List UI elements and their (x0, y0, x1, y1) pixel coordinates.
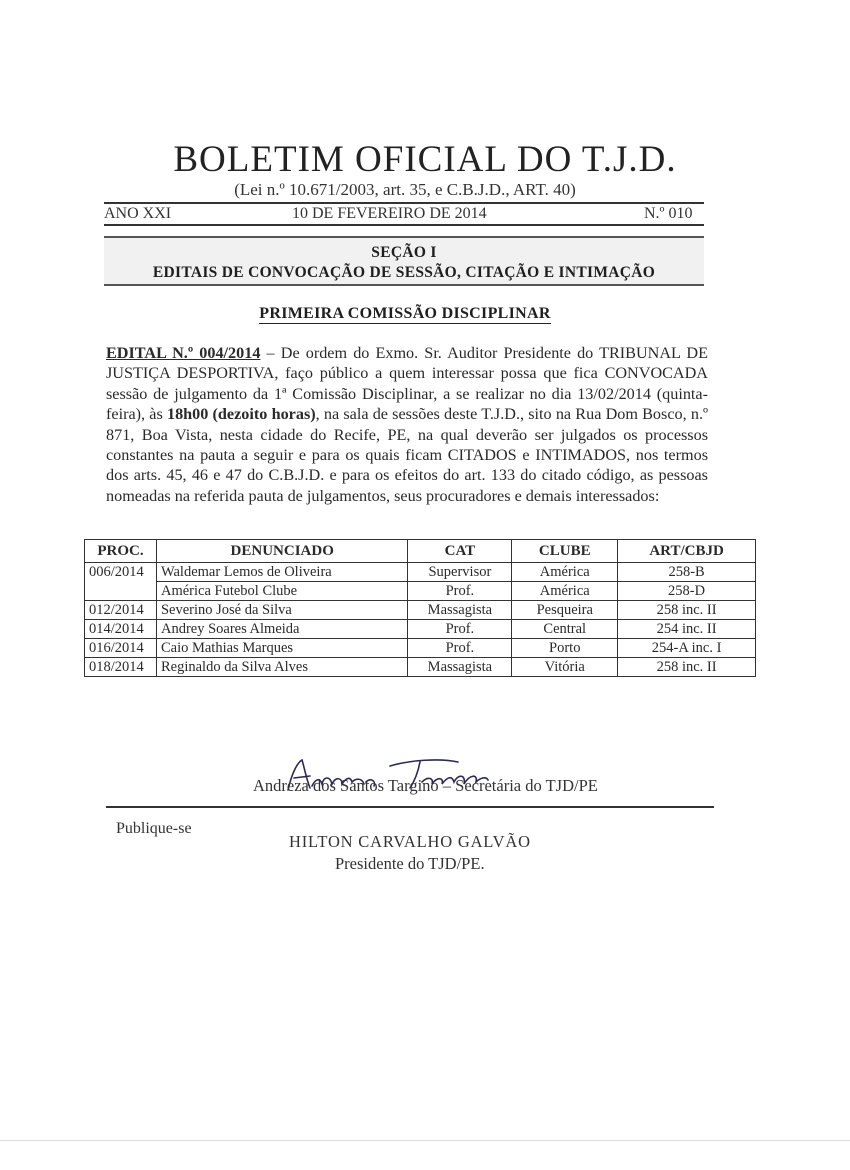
cell-clube: Porto (512, 639, 618, 658)
cell-cat: Prof. (408, 620, 512, 639)
divider-issue (104, 224, 704, 226)
divider-top (104, 202, 704, 204)
cell-art: 258 inc. II (618, 601, 756, 620)
table-row (85, 620, 756, 639)
cell-denunciado: Andrey Soares Almeida (156, 620, 407, 639)
cell-clube: Central (512, 620, 618, 639)
cell-art: 258 inc. II (618, 658, 756, 677)
table-row (85, 658, 756, 677)
col-header-denunciado: DENUNCIADO (156, 540, 407, 563)
cell-proc: 006/2014 (85, 563, 157, 601)
cell-denunciado: América Futebol Clube (156, 582, 407, 601)
cell-cat: Massagista (408, 601, 512, 620)
cell-art: 254-A inc. I (618, 639, 756, 658)
cell-denunciado: Severino José da Silva (156, 601, 407, 620)
bulletin-title: BOLETIM OFICIAL DO T.J.D. (173, 139, 677, 180)
scan-edge-line (0, 1140, 850, 1141)
issue-row (104, 205, 704, 225)
cell-denunciado: Caio Mathias Marques (156, 639, 407, 658)
cell-proc: 016/2014 (85, 639, 157, 658)
publique-label: Publique-se (116, 820, 192, 837)
col-header-cat: CAT (408, 540, 512, 563)
cell-denunciado: Waldemar Lemos de Oliveira (156, 563, 407, 582)
table-header-row (85, 540, 756, 563)
table-row (85, 639, 756, 658)
cell-cat: Massagista (408, 658, 512, 677)
proceedings-table (84, 539, 756, 677)
cell-clube: América (512, 563, 618, 582)
cell-clube: Vitória (512, 658, 618, 677)
president-name: HILTON CARVALHO GALVÃO (289, 832, 531, 851)
table-row (85, 563, 756, 582)
col-header-art: ART/CBJD (618, 540, 756, 563)
cell-clube: Pesqueira (512, 601, 618, 620)
section-subtitle: EDITAIS DE CONVOCAÇÃO DE SESSÃO, CITAÇÃO E INTIMAÇÃO (152, 264, 656, 281)
cell-cat: Prof. (408, 639, 512, 658)
president-role: Presidente do TJD/PE. (335, 854, 485, 873)
edital-label: EDITAL N.º 004/2014 (106, 344, 261, 362)
secretary-line: Andreza dos Santos Targino – Secretária do TJD/PE (253, 776, 598, 795)
cell-proc: 014/2014 (85, 620, 157, 639)
issue-number: N.º 010 (644, 205, 693, 222)
cell-cat: Prof. (408, 582, 512, 601)
cell-clube: América (512, 582, 618, 601)
section-header (104, 236, 704, 286)
edital-paragraph (106, 343, 708, 506)
cell-art: 254 inc. II (618, 620, 756, 639)
table-row (85, 582, 756, 601)
cell-denunciado: Reginaldo da Silva Alves (156, 658, 407, 677)
table-row (85, 601, 756, 620)
session-time: 18h00 (dezoito horas) (166, 405, 316, 424)
cell-art: 258-D (618, 582, 756, 601)
edital-text-1: – De ordem do Exmo. Sr. Auditor Presidente do TRIBUNAL DE JUSTIÇA DESPORTIVA, faço público a quem interessar possa que fica CONVOCADA sessão de julgamento da 1ª Comissão Disciplinar, a se realizar no dia 13/02/2014 (quinta-feira), às (106, 344, 708, 424)
commission-title: PRIMEIRA COMISSÃO DISCIPLINAR (259, 305, 551, 322)
col-header-clube: CLUBE (512, 540, 618, 563)
cell-proc: 012/2014 (85, 601, 157, 620)
bulletin-subtitle: (Lei n.º 10.671/2003, art. 35, e C.B.J.D., ART. 40) (234, 180, 576, 199)
issue-date: 10 DE FEVEREIRO DE 2014 (292, 205, 487, 222)
col-header-proc: PROC. (85, 540, 157, 563)
cell-proc: 018/2014 (85, 658, 157, 677)
cell-art: 258-B (618, 563, 756, 582)
issue-year: ANO XXI (104, 205, 172, 222)
cell-cat: Supervisor (408, 563, 512, 582)
divider-signature (106, 806, 714, 808)
edital-text-2: , na sala de sessões deste T.J.D., sito na Rua Dom Bosco, n.º 871, Boa Vista, nesta cidade do Recife, PE, na qual deverão ser julgados os processos constantes na pauta a seguir e para os quais ficam CITADOS e INTIMADOS, nos termos dos arts. 45, 46 e 47 do C.B.J.D. e para os efeitos do art. 133 do citado código, as pessoas nomeadas na referida pauta de julgamentos, seus procuradores e demais interessados: (106, 405, 709, 505)
section-title: SEÇÃO I (371, 244, 437, 261)
commission-heading (0, 305, 810, 323)
